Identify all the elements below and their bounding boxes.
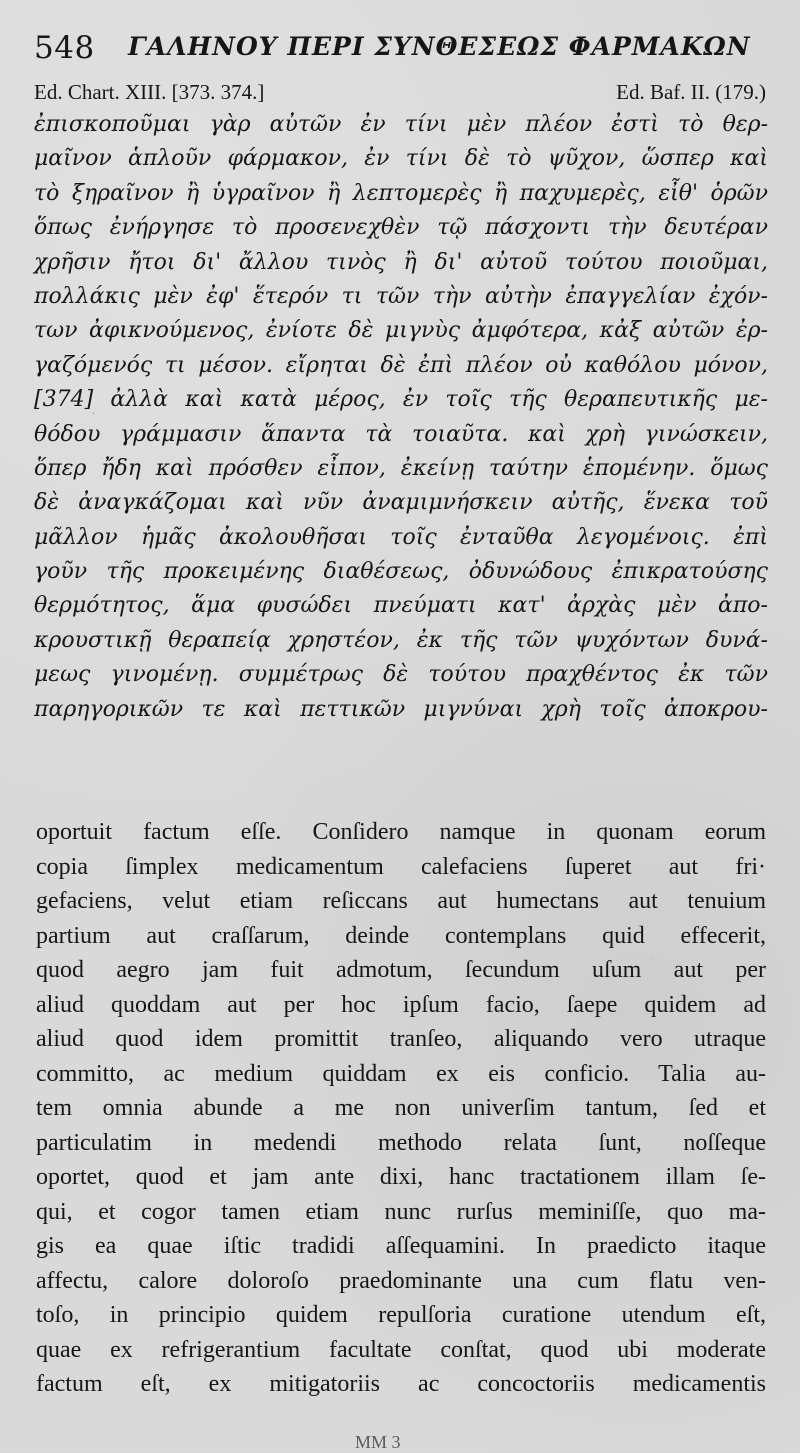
latin-text-block xyxy=(36,815,766,1402)
latin-line: oportuit factum eſſe. Conſidero namque in quonam eorum xyxy=(36,819,766,845)
greek-line: ὅπερ ἤδη καὶ πρόσθεν εἶπον, ἐκείνῃ ταύτην ἑπομένην. ὅμως xyxy=(34,455,768,481)
signature-mark: MM 3 xyxy=(355,1432,401,1452)
greek-line: δὲ ἀναγκάζομαι καὶ νῦν ἀναμιμνήσκειν αὐτῆς, ἕνεκα τοῦ xyxy=(34,490,768,516)
latin-line: tem omnia abunde a me non univerſim tantum, ſed et xyxy=(36,1095,766,1121)
latin-line: qui, et cogor tamen etiam nunc rurſus meminiſſe, quo ma- xyxy=(36,1198,766,1225)
latin-line: particulatim in medendi methodo relata ſunt, noſſeque xyxy=(36,1129,766,1156)
page-number: 548 xyxy=(34,30,95,66)
edition-reference-row xyxy=(34,80,766,110)
greek-line: ἐπισκοποῦμαι γὰρ αὐτῶν ἐν τίνι μὲν πλέον ἐστὶ τὸ θερ- xyxy=(34,112,768,137)
latin-line: partium aut craſſarum, deinde contemplans quid effecerit, xyxy=(36,922,766,949)
latin-line: quod aegro jam fuit admotum, ſecundum uſum aut per xyxy=(36,957,766,983)
greek-line: μᾶλλον ἡμᾶς ἀκολουθῆσαι τοῖς ἐνταῦθα λεγομένοις. ἐπὶ xyxy=(34,524,768,550)
greek-text-block xyxy=(34,108,768,727)
latin-line: aliud quoddam aut per hoc ipſum facio, ſaepe quidem ad xyxy=(36,991,766,1018)
latin-line: committo, ac medium quiddam ex eis conficio. Talia au- xyxy=(36,1060,766,1087)
greek-line: [374] ἀλλὰ καὶ κατὰ μέρος, ἐν τοῖς τῆς θεραπευτικῆς με- xyxy=(34,387,768,413)
edition-right-reference: Ed. Baf. II. (179.) xyxy=(616,80,766,104)
latin-line: affectu, calore doloroſo praedominante una cum flatu ven- xyxy=(36,1267,766,1294)
greek-line: γαζόμενός τι μέσον. εἴρηται δὲ ἐπὶ πλέον οὐ καθόλου μόνον, xyxy=(34,352,768,378)
greek-line: κρουστικῇ θεραπείᾳ χρηστέον, ἐκ τῆς τῶν ψυχόντων δυνά- xyxy=(34,627,768,653)
greek-line: πολλάκις μὲν ἐφ' ἕτερόν τι τῶν τὴν αὐτὴν ἐπαγγελίαν ἐχόν- xyxy=(34,283,768,309)
running-head: ΓΑΛΗΝΟΥ ΠΕΡΙ ΣΥΝΘΕΣΕΩΣ ΦΑΡΜΑΚΩΝ xyxy=(128,32,751,61)
latin-line: oportet, quod et jam ante dixi, hanc tractationem illam ſe- xyxy=(36,1164,766,1190)
greek-line: των ἀφικνούμενος, ἐνίοτε δὲ μιγνὺς ἀμφότερα, κἀξ αὐτῶν ἐρ- xyxy=(34,318,768,344)
latin-line: aliud quod idem promittit tranſeo, aliquando vero utraque xyxy=(36,1026,766,1052)
latin-line: toſo, in principio quidem repulſoria curatione utendum eſt, xyxy=(36,1302,766,1328)
edition-left-reference: Ed. Chart. XIII. [373. 374.] xyxy=(34,80,265,104)
greek-line: παρηγορικῶν τε καὶ πεττικῶν μιγνύναι χρὴ τοῖς ἀποκρου- xyxy=(34,696,768,722)
latin-line: quae ex refrigerantium facultate conſtat, quod ubi moderate xyxy=(36,1336,766,1363)
page-header xyxy=(34,30,764,70)
greek-line: θερμότητος, ἅμα φυσώδει πνεύματι κατ' ἀρχὰς μὲν ἀπο- xyxy=(34,593,768,619)
greek-line: μεως γινομένῃ. συμμέτρως δὲ τούτου πραχθέντος ἐκ τῶν xyxy=(34,662,768,688)
greek-line: μαῖνον ἁπλοῦν φάρμακον, ἐν τίνι δὲ τὸ ψῦχον, ὥσπερ καὶ xyxy=(34,146,768,172)
greek-line: τὸ ξηραῖνον ἢ ὑγραῖνον ἢ λεπτομερὲς ἢ παχυμερὲς, εἶθ' ὁρῶν xyxy=(34,180,768,206)
greek-line: θόδου γράμμασιν ἅπαντα τὰ τοιαῦτα. καὶ χρὴ γινώσκειν, xyxy=(34,421,768,447)
latin-line: gefaciens, velut etiam reſiccans aut humectans aut tenuium xyxy=(36,888,766,914)
greek-line: χρῆσιν ἤτοι δι' ἄλλου τινὸς ἢ δι' αὐτοῦ τούτου ποιοῦμαι, xyxy=(34,249,768,275)
greek-line: ὅπως ἐνήργησε τὸ προσενεχθὲν τῷ πάσχοντι τὴν δευτέραν xyxy=(34,215,768,241)
latin-line: factum eſt, ex mitigatoriis ac concoctoriis medicamentis xyxy=(36,1371,766,1397)
latin-line: gis ea quae iſtic tradidi aſſequamini. In praedicto itaque xyxy=(36,1233,766,1259)
latin-line: copia ſimplex medicamentum calefaciens ſuperet aut fri· xyxy=(36,853,766,880)
greek-line: γοῦν τῆς προκειμένης διαθέσεως, ὀδυνώδους ἐπικρατούσης xyxy=(34,559,768,585)
